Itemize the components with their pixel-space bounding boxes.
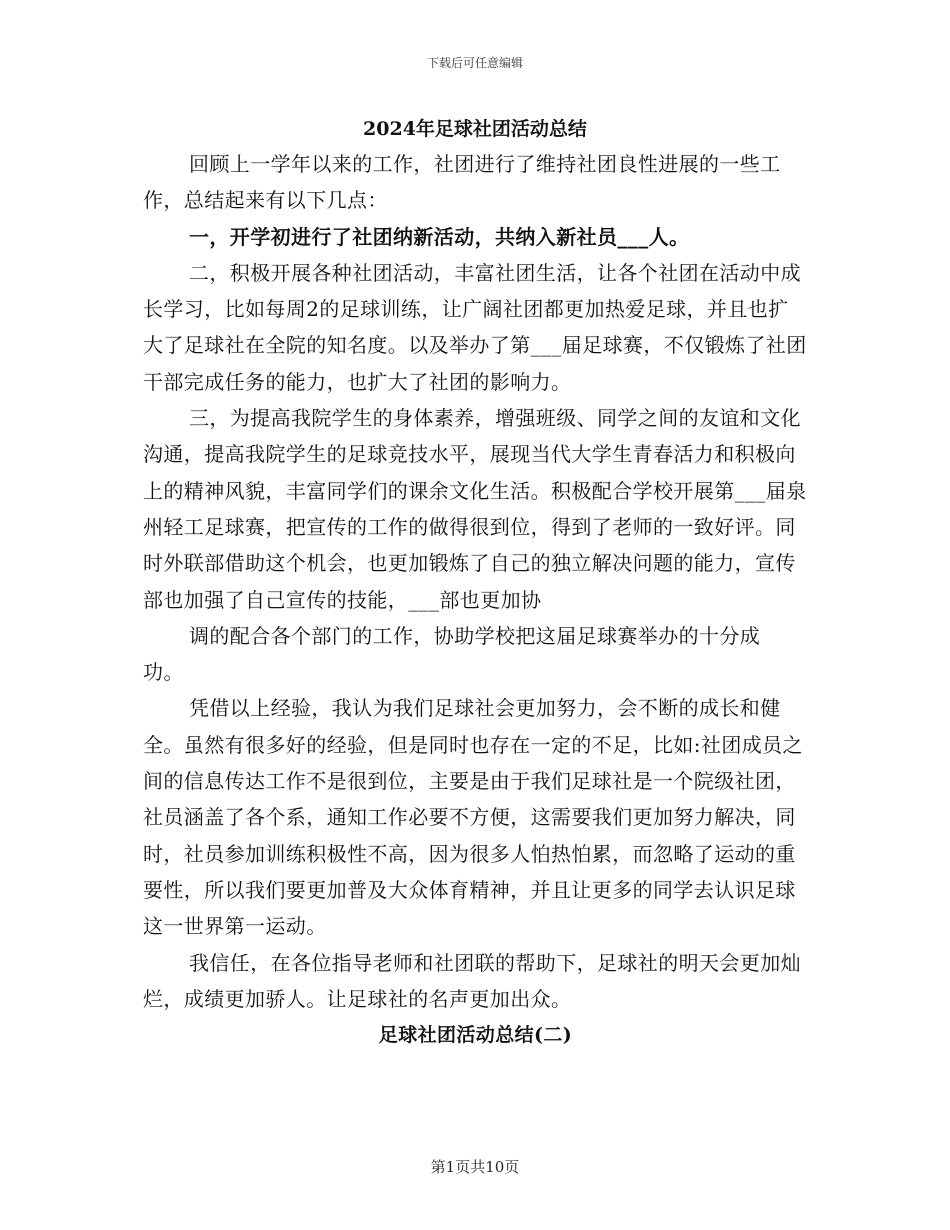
paragraph-point-3-end: 功。: [143, 660, 184, 685]
paragraph-point-2: 二，积极开展各种社团活动，丰富社团生活，让各个社团在活动中成长学习，比如每周2的足球训练，让广阔社团都更加热爱足球，并且也扩大了足球社在全院的知名度。以及举办了第___届足球赛，不仅锻炼了社团干部完成任务的能力，也扩大了社团的影响力。: [143, 260, 807, 394]
header-note: 下载后可任意编辑: [426, 56, 523, 70]
paragraph-point-1: 一，开学初进行了社团纳新活动，共纳入新社员___人。: [189, 224, 690, 249]
section-subtitle: 足球社团活动总结(二): [378, 1024, 573, 1047]
paragraph-point-3-continued: 调的配合各个部门的工作，协助学校把这届足球赛举办的十分成: [189, 623, 761, 648]
page-footer: 第1页共10页: [430, 1158, 520, 1176]
document-title: 2024年足球社团活动总结: [363, 118, 587, 140]
document-body: [143, 146, 808, 1053]
paragraph-intro: 回顾上一学年以来的工作，社团进行了维持社团良性进展的一些工作，总结起来有以下几点：: [143, 152, 781, 213]
paragraph-experience: 凭借以上经验，我认为我们足球社会更加努力，会不断的成长和健全。虽然有很多好的经验，但是同时也存在一定的不足，比如:社团成员之间的信息传达工作不是很到位，主要是由于我们足球社是一个院级社团，社员涵盖了各个系，通知工作必要不方便，这需要我们更加努力解决，同时，社员参加训练积极性不高，因为很多人怕热怕累，而忽略了运动的重要性，所以我们要更加普及大众体育精神，并且让更多的同学去认识足球这一世界第一运动。: [143, 696, 803, 939]
paragraph-point-3: 三，为提高我院学生的身体素养，增强班级、同学之间的友谊和文化沟通，提高我院学生的足球竞技水平，展现当代大学生青春活力和积极向上的精神风貌，丰富同学们的课余文化生活。积极配合学校开展第___届泉州轻工足球赛，把宣传的工作的做得很到位，得到了老师的一致好评。同时外联部借助这个机会，也更加锻炼了自己的独立解决问题的能力，宣传部也加强了自己宣传的技能，___部也更加协: [143, 406, 807, 612]
paragraph-conclusion: 我信任，在各位指导老师和社团联的帮助下，足球社的明天会更加灿烂，成绩更加骄人。让足球社的名声更加出众。: [143, 950, 801, 1011]
